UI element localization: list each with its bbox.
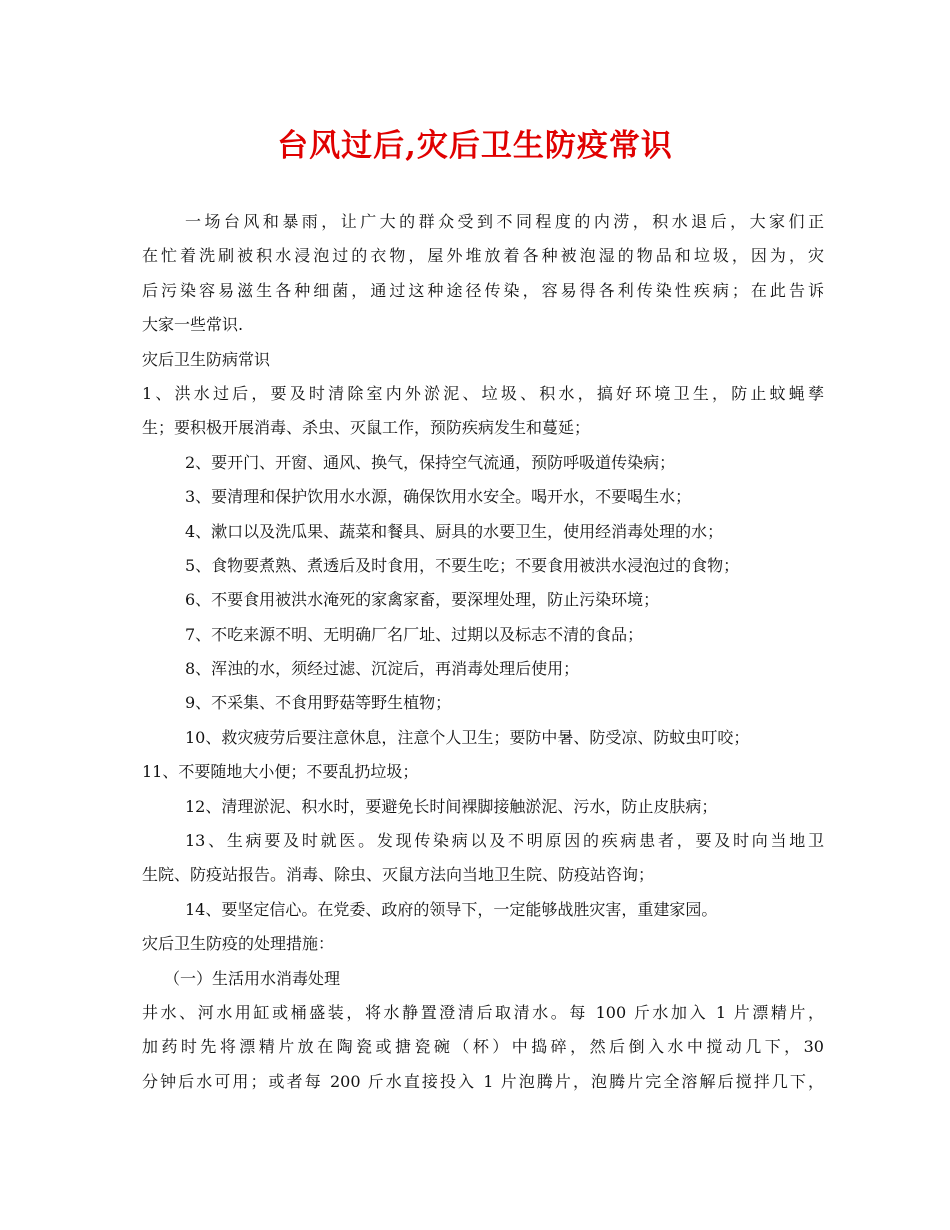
paragraph-line: 生院、防疫站报告。消毒、除虫、灭鼠方法向当地卫生院、防疫站咨询； [142, 865, 655, 885]
paragraph-line: 灾后卫生防疫的处理措施： [142, 934, 335, 954]
paragraph-line: 分钟后水可用；或者每 200 斤水直接投入 1 片泡腾片，泡腾片完全溶解后搅拌几下， [142, 1071, 824, 1091]
paragraph-line: 8、浑浊的水，须经过滤、沉淀后，再消毒处理后使用； [185, 659, 580, 679]
paragraph-line: 2、要开门、开窗、通风、换气，保持空气流通，预防呼吸道传染病； [185, 452, 676, 472]
paragraph-line: 7、不吃来源不明、无明确厂名厂址、过期以及标志不清的食品； [185, 624, 644, 644]
paragraph-line: 在忙着洗刷被积水浸泡过的衣物，屋外堆放着各种被泡湿的物品和垃圾，因为，灾 [142, 246, 824, 266]
paragraph-line: 后污染容易滋生各种细菌，通过这种途径传染，容易得各利传染性疾病；在此告诉 [142, 280, 824, 300]
paragraph-line: 3、要清理和保护饮用水水源，确保饮用水安全。喝开水，不要喝生水； [185, 487, 692, 507]
paragraph-line: 11、不要随地大小便；不要乱扔垃圾； [142, 762, 419, 782]
document-title: 台风过后,灾后卫生防疫常识 [277, 128, 673, 164]
document-body [142, 205, 824, 1099]
paragraph-line: 9、不采集、不食用野菇等野生植物； [185, 693, 452, 713]
paragraph-line: 生；要积极开展消毒、杀虫、灭鼠工作，预防疾病发生和蔓延； [142, 418, 591, 438]
paragraph-line: 灾后卫生防病常识 [142, 349, 271, 369]
paragraph-line: 井水、河水用缸或桶盛装，将水静置澄清后取清水。每 100 斤水加入 1 片漂精片， [142, 1002, 824, 1022]
paragraph-line: 5、食物要煮熟、煮透后及时食用，不要生吃；不要食用被洪水浸泡过的食物； [185, 555, 740, 575]
paragraph-line: 10、救灾疲劳后要注意休息，注意个人卫生；要防中暑、防受凉、防蚊虫叮咬； [185, 727, 750, 747]
paragraph-line: 13、生病要及时就医。发现传染病以及不明原因的疾病患者，要及时向当地卫 [185, 831, 824, 851]
paragraph-line: 14、要坚定信心。在党委、政府的领导下，一定能够战胜灾害，重建家园。 [185, 899, 718, 919]
paragraph-line: 6、不要食用被洪水淹死的家禽家畜，要深埋处理，防止污染环境； [185, 590, 660, 610]
paragraph-line: 大家一些常识. [142, 315, 244, 335]
paragraph-line: 一场台风和暴雨，让广大的群众受到不同程度的内涝，积水退后，大家们正 [185, 212, 824, 231]
paragraph-line: 加药时先将漂精片放在陶瓷或搪瓷碗（杯）中捣碎，然后倒入水中搅动几下，30 [142, 1037, 824, 1057]
paragraph-line: 12、清理淤泥、积水时，要避免长时间裸脚接触淤泥、污水，防止皮肤病； [185, 796, 718, 816]
paragraph-line: 1、洪水过后，要及时清除室内外淤泥、垃圾、积水，搞好环境卫生，防止蚊蝇孳 [142, 383, 824, 403]
paragraph-line: （一）生活用水消毒处理 [164, 968, 341, 988]
paragraph-line: 4、漱口以及洗瓜果、蔬菜和餐具、厨具的水要卫生，使用经消毒处理的水； [185, 521, 724, 541]
